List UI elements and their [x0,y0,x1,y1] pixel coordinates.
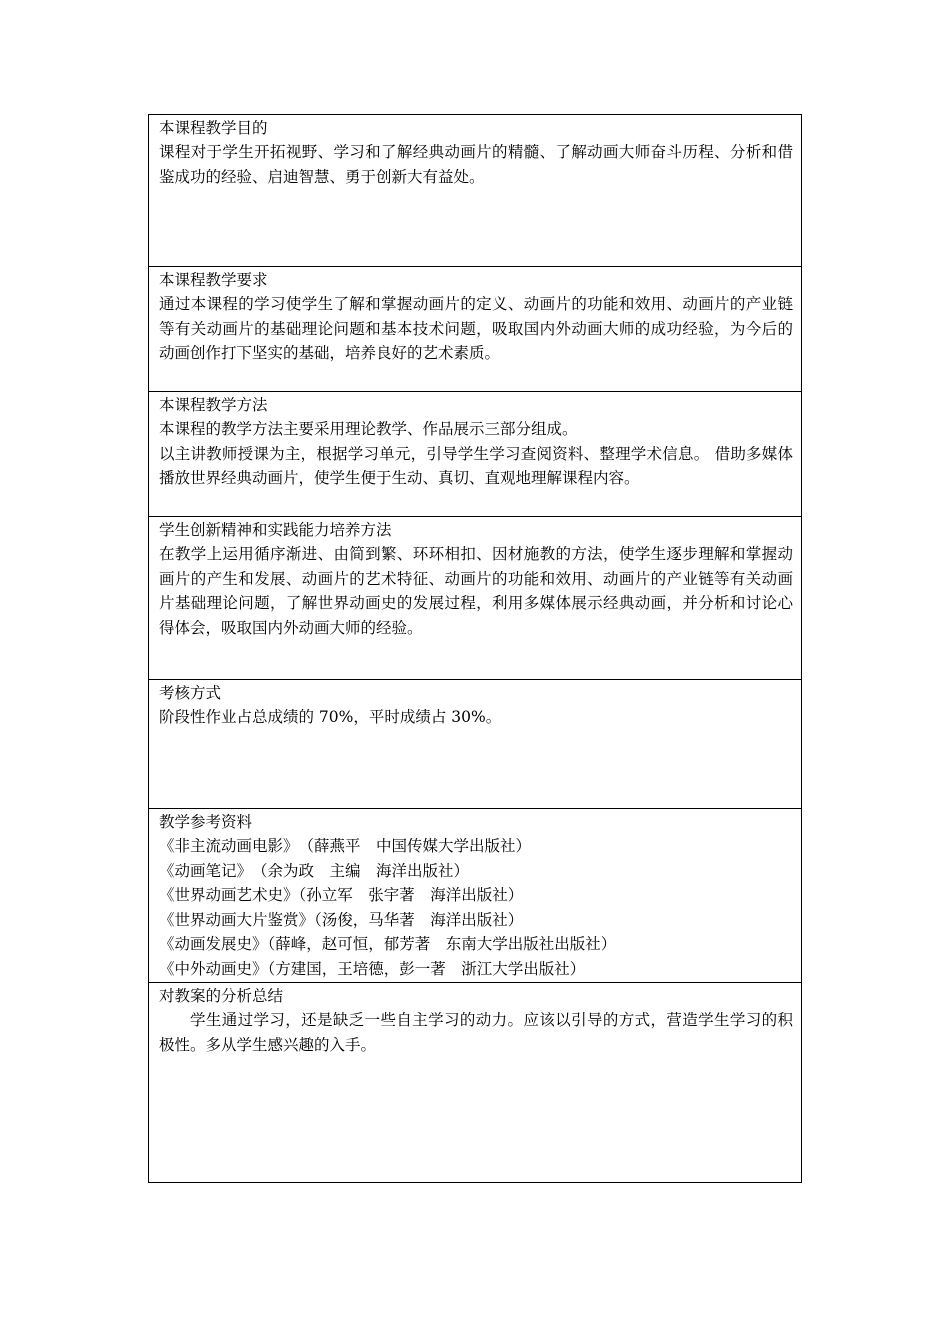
lesson-plan-table [148,114,802,1183]
section-teaching-methods [149,391,801,516]
section-teaching-purpose [149,115,801,266]
section-references [149,808,801,982]
section-title: 本课程教学目的 [159,119,268,137]
section-paragraph: 课程对于学生开拓视野、学习和了解经典动画片的精髓、了解动画大师奋斗历程、分析和借鉴成功的经验、启迪智慧、勇于创新大有益处。 [159,143,793,186]
section-paragraph: 通过本课程的学习使学生了解和掌握动画片的定义、动画片的功能和效用、动画片的产业链等有关动画片的基础理论问题和基本技术问题，吸取国内外动画大师的成功经验，为今后的动画创作打下坚实的基础，培养良好的艺术素质。 [159,295,793,362]
reference-item: 《世界动画艺术史》（孙立军 张宇著 海洋出版社） [159,886,524,904]
reference-item: 《非主流动画电影》 （薛燕平 中国传媒大学出版社） [159,837,532,855]
reference-item: 《动画发展史》（薛峰，赵可恒，郁芳著 东南大学出版社出版社） [159,935,617,953]
section-title: 本课程教学要求 [159,271,268,289]
section-teaching-requirements [149,266,801,391]
section-title: 考核方式 [159,684,222,702]
section-paragraph: 以主讲教师授课为主，根据学习单元，引导学生学习查阅资料、整理学术信息。 借助多媒体播放世界经典动画片，使学生便于生动、真切、直观地理解课程内容。 [159,444,793,487]
reference-item: 《动画笔记》 （余为政 主编 海洋出版社） [159,861,470,880]
section-title: 对教案的分析总结 [159,987,284,1005]
reference-item: 《中外动画史》（方建国，王培德，彭一著 浙江大学出版社） [159,959,586,978]
section-innovation-training [149,516,801,679]
section-paragraph: 本课程的教学方法主要采用理论教学、作品展示三部分组成。 [159,420,578,438]
section-title: 本课程教学方法 [159,396,268,414]
section-paragraph: 在教学上运用循序渐进、由简到繁、环环相扣、因材施教的方法，使学生逐步理解和掌握动画片的产生和发展、动画片的艺术特征、动画片的功能和效用、动画片的产业链等有关动画片基础理论问题，了解世界动画史的发展过程，利用多媒体展示经典动画，并分析和讨论心得体会，吸取国内外动画大师的经验。 [159,545,793,637]
section-paragraph: 阶段性作业占总成绩的 70%，平时成绩占 30%。 [159,708,502,726]
section-title: 教学参考资料 [159,813,253,831]
section-assessment [149,679,801,808]
section-title: 学生创新精神和实践能力培养方法 [159,521,392,539]
section-analysis-summary [149,982,801,1182]
reference-item: 《世界动画大片鉴赏》（汤俊，马华著 海洋出版社） [159,910,524,929]
section-paragraph: 学生通过学习，还是缺乏一些自主学习的动力。应该以引导的方式，营造学生学习的积极性。多从学生感兴趣的入手。 [159,1011,793,1054]
